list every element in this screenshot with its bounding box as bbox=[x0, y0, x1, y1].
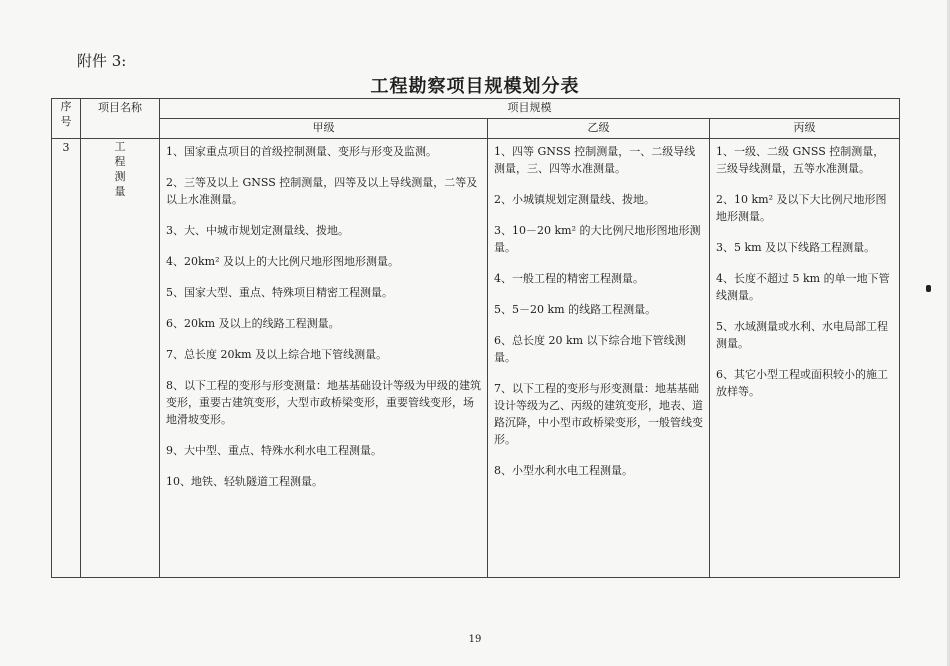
grade-b-item: 2、小城镇规划定测量线、拨地。 bbox=[494, 193, 655, 206]
grade-b-item: 6、总长度 20 km 以下综合地下管线测量。 bbox=[494, 334, 686, 364]
grade-b-item: 7、以下工程的变形与形变测量：地基基础设计等级为乙、丙级的建筑变形，地表、道路沉降，中小型市政桥梁变形，一般管线变形。 bbox=[494, 382, 703, 446]
grade-a-item: 10、地铁、轻轨隧道工程测量。 bbox=[166, 475, 323, 488]
grade-a-cell bbox=[160, 139, 488, 578]
grade-b-item: 3、10－20 km² 的大比例尺地形图地形测量。 bbox=[494, 224, 701, 254]
grade-a-item: 9、大中型、重点、特殊水利水电工程测量。 bbox=[166, 444, 382, 457]
grade-c-item: 3、5 km 及以下线路工程测量。 bbox=[716, 241, 876, 254]
grade-b-item: 5、5－20 km 的线路工程测量。 bbox=[494, 303, 657, 316]
grade-b-item: 1、四等 GNSS 控制测量，一、二级导线测量，三、四等水准测量。 bbox=[494, 145, 696, 175]
row-seq: 3 bbox=[52, 139, 81, 578]
grade-c-item: 5、水域测量或水利、水电局部工程测量。 bbox=[716, 320, 888, 350]
grade-c-item: 6、其它小型工程或面积较小的施工放样等。 bbox=[716, 368, 888, 398]
grade-a-item: 4、20km² 及以上的大比例尺地形图地形测量。 bbox=[166, 255, 399, 268]
grade-c-item: 4、长度不超过 5 km 的单一地下管线测量。 bbox=[716, 272, 890, 302]
grade-a-item: 5、国家大型、重点、特殊项目精密工程测量。 bbox=[166, 286, 393, 299]
header-grade-a: 甲级 bbox=[160, 119, 488, 139]
grade-a-item: 6、20km 及以上的线路工程测量。 bbox=[166, 317, 340, 330]
grade-a-item: 3、大、中城市规划定测量线、拨地。 bbox=[166, 224, 349, 237]
scan-mark bbox=[926, 285, 931, 292]
grade-a-item: 1、国家重点项目的首级控制测量、变形与形变及监测。 bbox=[166, 145, 437, 158]
grade-a-item: 7、总长度 20km 及以上综合地下管线测量。 bbox=[166, 348, 388, 361]
header-grade-b: 乙级 bbox=[488, 119, 710, 139]
header-seq: 序号 bbox=[52, 99, 81, 139]
document-title: 工程勘察项目规模划分表 bbox=[370, 76, 580, 97]
attachment-label: 附件 3: bbox=[77, 52, 127, 70]
header-project-name: 项目名称 bbox=[81, 99, 160, 139]
page-number: 19 bbox=[468, 634, 482, 645]
grade-b-cell bbox=[488, 139, 710, 578]
grade-a-item: 2、三等及以上 GNSS 控制测量，四等及以上导线测量，二等及以上水准测量。 bbox=[166, 176, 478, 206]
grade-b-item: 4、一般工程的精密工程测量。 bbox=[494, 272, 644, 285]
grade-c-item: 2、10 km² 及以下大比例尺地形图地形测量。 bbox=[716, 193, 887, 223]
header-project-scale: 项目规模 bbox=[160, 99, 900, 119]
grade-a-item: 8、以下工程的变形与形变测量：地基基础设计等级为甲级的建筑变形，重要古建筑变形，大型市政桥梁变形，重要管线变形，场地滑坡变形。 bbox=[166, 379, 481, 426]
header-grade-c: 丙级 bbox=[710, 119, 900, 139]
scale-classification-table bbox=[51, 98, 900, 578]
grade-c-item: 1、一级、二级 GNSS 控制测量，三级导线测量，五等水准测量。 bbox=[716, 145, 885, 175]
row-project-name: 工程测量 bbox=[81, 139, 160, 578]
grade-c-cell bbox=[710, 139, 900, 578]
grade-b-item: 8、小型水利水电工程测量。 bbox=[494, 464, 633, 477]
